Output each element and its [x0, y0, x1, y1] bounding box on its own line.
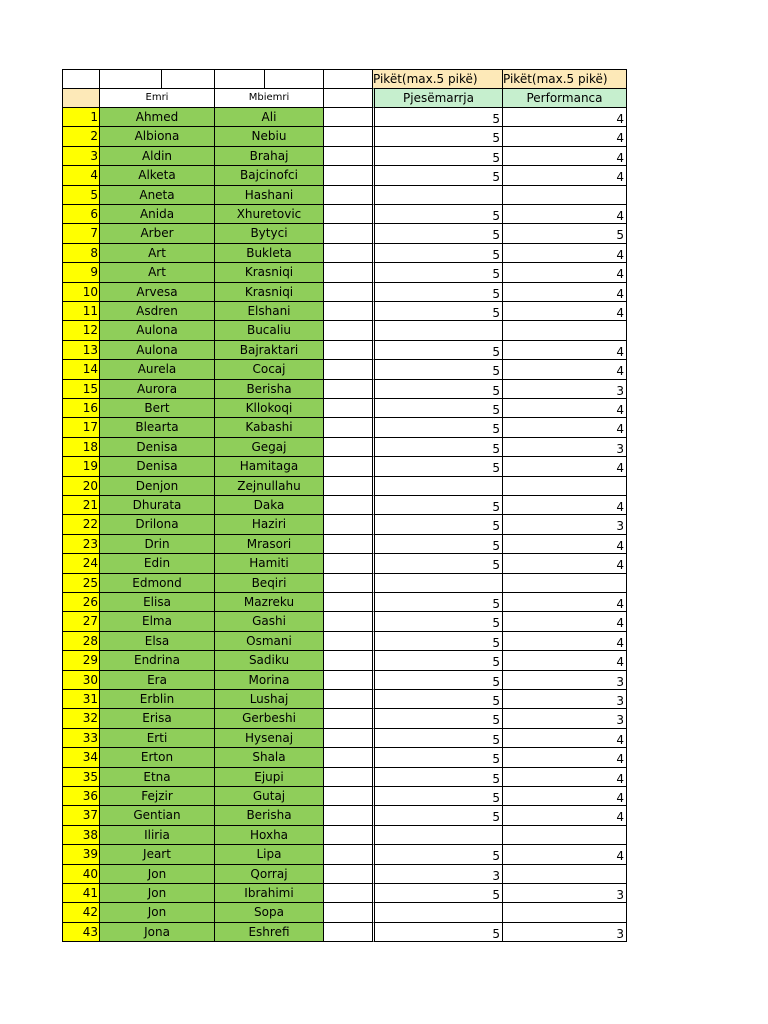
- pjesemarrja-cell[interactable]: 5: [372, 243, 502, 263]
- row-number-cell[interactable]: 7: [62, 223, 99, 243]
- empty-cell[interactable]: [323, 301, 372, 321]
- row-number-cell[interactable]: 39: [62, 844, 99, 864]
- row-number-cell[interactable]: 36: [62, 786, 99, 806]
- performanca-cell[interactable]: 4: [502, 767, 627, 787]
- pjesemarrja-cell[interactable]: 5: [372, 146, 502, 166]
- first-name-cell[interactable]: Elsa: [99, 631, 214, 651]
- last-name-cell[interactable]: Gegaj: [214, 437, 323, 457]
- performanca-cell[interactable]: [502, 825, 627, 845]
- pjesemarrja-cell[interactable]: [372, 825, 502, 845]
- row-number-cell[interactable]: 32: [62, 708, 99, 728]
- empty-cell[interactable]: [323, 223, 372, 243]
- empty-cell[interactable]: [323, 747, 372, 767]
- pjesemarrja-cell[interactable]: 5: [372, 592, 502, 612]
- last-name-cell[interactable]: Hamitaga: [214, 456, 323, 476]
- performanca-cell[interactable]: 4: [502, 495, 627, 515]
- row-number-cell[interactable]: 27: [62, 611, 99, 631]
- last-name-cell[interactable]: Eshrefi: [214, 922, 323, 942]
- last-name-cell[interactable]: Elshani: [214, 301, 323, 321]
- column-header-performanca[interactable]: Performanca: [502, 88, 627, 107]
- first-name-cell[interactable]: Aulona: [99, 320, 214, 340]
- last-name-cell[interactable]: Mazreku: [214, 592, 323, 612]
- empty-cell[interactable]: [323, 534, 372, 554]
- row-number-cell[interactable]: 11: [62, 301, 99, 321]
- empty-cell[interactable]: [323, 689, 372, 709]
- first-name-cell[interactable]: Denjon: [99, 476, 214, 496]
- last-name-cell[interactable]: Hoxha: [214, 825, 323, 845]
- first-name-cell[interactable]: Elisa: [99, 592, 214, 612]
- row-number-cell[interactable]: 12: [62, 320, 99, 340]
- performanca-cell[interactable]: 4: [502, 728, 627, 748]
- first-name-cell[interactable]: Erblin: [99, 689, 214, 709]
- last-name-cell[interactable]: Xhuretovic: [214, 204, 323, 224]
- row-number-cell[interactable]: 40: [62, 864, 99, 884]
- performanca-cell[interactable]: 3: [502, 689, 627, 709]
- last-name-cell[interactable]: Sadiku: [214, 650, 323, 670]
- empty-cell[interactable]: [323, 922, 372, 942]
- row-number-cell[interactable]: 35: [62, 767, 99, 787]
- performanca-cell[interactable]: [502, 573, 627, 593]
- pjesemarrja-cell[interactable]: 5: [372, 670, 502, 690]
- first-name-cell[interactable]: Dhurata: [99, 495, 214, 515]
- empty-cell[interactable]: [323, 476, 372, 496]
- first-name-cell[interactable]: Jon: [99, 883, 214, 903]
- row-number-cell[interactable]: 19: [62, 456, 99, 476]
- row-number-cell[interactable]: 37: [62, 805, 99, 825]
- empty-cell[interactable]: [323, 437, 372, 457]
- empty-cell[interactable]: [323, 243, 372, 263]
- header-blank-cell[interactable]: [62, 69, 99, 88]
- row-number-cell[interactable]: 2: [62, 126, 99, 146]
- pjesemarrja-cell[interactable]: 5: [372, 126, 502, 146]
- first-name-cell[interactable]: Jon: [99, 902, 214, 922]
- first-name-cell[interactable]: Elma: [99, 611, 214, 631]
- header-corner-cell[interactable]: [62, 88, 99, 107]
- performanca-cell[interactable]: 4: [502, 282, 627, 302]
- pjesemarrja-cell[interactable]: 5: [372, 262, 502, 282]
- row-number-cell[interactable]: 31: [62, 689, 99, 709]
- empty-cell[interactable]: [323, 825, 372, 845]
- pjesemarrja-cell[interactable]: 5: [372, 437, 502, 457]
- last-name-cell[interactable]: Kllokoqi: [214, 398, 323, 418]
- empty-cell[interactable]: [323, 786, 372, 806]
- empty-cell[interactable]: [323, 805, 372, 825]
- performanca-cell[interactable]: 4: [502, 631, 627, 651]
- last-name-cell[interactable]: Bytyci: [214, 223, 323, 243]
- performanca-cell[interactable]: 4: [502, 165, 627, 185]
- empty-cell[interactable]: [323, 417, 372, 437]
- performanca-cell[interactable]: 4: [502, 243, 627, 263]
- performanca-cell[interactable]: 3: [502, 708, 627, 728]
- last-name-cell[interactable]: Shala: [214, 747, 323, 767]
- last-name-cell[interactable]: Bucaliu: [214, 320, 323, 340]
- pjesemarrja-cell[interactable]: 5: [372, 883, 502, 903]
- pjesemarrja-cell[interactable]: [372, 902, 502, 922]
- row-number-cell[interactable]: 10: [62, 282, 99, 302]
- empty-cell[interactable]: [323, 902, 372, 922]
- pjesemarrja-cell[interactable]: [372, 573, 502, 593]
- pjesemarrja-cell[interactable]: 5: [372, 728, 502, 748]
- row-number-cell[interactable]: 33: [62, 728, 99, 748]
- column-header-mbiemri[interactable]: Mbiemri: [214, 88, 323, 107]
- empty-cell[interactable]: [323, 456, 372, 476]
- performanca-cell[interactable]: 3: [502, 922, 627, 942]
- empty-cell[interactable]: [323, 495, 372, 515]
- performanca-cell[interactable]: [502, 320, 627, 340]
- last-name-cell[interactable]: Haziri: [214, 514, 323, 534]
- row-number-cell[interactable]: 34: [62, 747, 99, 767]
- row-number-cell[interactable]: 30: [62, 670, 99, 690]
- pjesemarrja-cell[interactable]: 5: [372, 107, 502, 127]
- empty-cell[interactable]: [323, 340, 372, 360]
- performanca-cell[interactable]: 3: [502, 379, 627, 399]
- first-name-cell[interactable]: Asdren: [99, 301, 214, 321]
- pjesemarrja-cell[interactable]: 5: [372, 534, 502, 554]
- last-name-cell[interactable]: Bajcinofci: [214, 165, 323, 185]
- empty-cell[interactable]: [323, 767, 372, 787]
- first-name-cell[interactable]: Denisa: [99, 456, 214, 476]
- empty-cell[interactable]: [323, 359, 372, 379]
- empty-cell[interactable]: [323, 514, 372, 534]
- performanca-cell[interactable]: 4: [502, 126, 627, 146]
- performanca-cell[interactable]: 4: [502, 592, 627, 612]
- row-number-cell[interactable]: 5: [62, 185, 99, 205]
- first-name-cell[interactable]: Jeart: [99, 844, 214, 864]
- empty-cell[interactable]: [323, 708, 372, 728]
- row-number-cell[interactable]: 28: [62, 631, 99, 651]
- empty-cell[interactable]: [323, 379, 372, 399]
- empty-cell[interactable]: [323, 126, 372, 146]
- first-name-cell[interactable]: Albiona: [99, 126, 214, 146]
- empty-cell[interactable]: [323, 883, 372, 903]
- performanca-cell[interactable]: 3: [502, 437, 627, 457]
- empty-cell[interactable]: [323, 185, 372, 205]
- performanca-cell[interactable]: 4: [502, 456, 627, 476]
- header-blank-cell[interactable]: [214, 69, 264, 88]
- row-number-cell[interactable]: 9: [62, 262, 99, 282]
- first-name-cell[interactable]: Jon: [99, 864, 214, 884]
- row-number-cell[interactable]: 14: [62, 359, 99, 379]
- header-blank-cell[interactable]: [264, 69, 323, 88]
- first-name-cell[interactable]: Aulona: [99, 340, 214, 360]
- row-number-cell[interactable]: 22: [62, 514, 99, 534]
- first-name-cell[interactable]: Etna: [99, 767, 214, 787]
- performanca-cell[interactable]: 4: [502, 844, 627, 864]
- first-name-cell[interactable]: Art: [99, 262, 214, 282]
- first-name-cell[interactable]: Ahmed: [99, 107, 214, 127]
- last-name-cell[interactable]: Lushaj: [214, 689, 323, 709]
- pjesemarrja-cell[interactable]: 5: [372, 282, 502, 302]
- last-name-cell[interactable]: Gutaj: [214, 786, 323, 806]
- last-name-cell[interactable]: Ali: [214, 107, 323, 127]
- pjesemarrja-cell[interactable]: [372, 320, 502, 340]
- first-name-cell[interactable]: Iliria: [99, 825, 214, 845]
- performanca-cell[interactable]: 4: [502, 262, 627, 282]
- row-number-cell[interactable]: 25: [62, 573, 99, 593]
- first-name-cell[interactable]: Drilona: [99, 514, 214, 534]
- first-name-cell[interactable]: Alketa: [99, 165, 214, 185]
- spreadsheet: [62, 69, 627, 942]
- row-number-cell[interactable]: 17: [62, 417, 99, 437]
- empty-cell[interactable]: [323, 611, 372, 631]
- first-name-cell[interactable]: Bert: [99, 398, 214, 418]
- performanca-cell[interactable]: 4: [502, 650, 627, 670]
- row-number-cell[interactable]: 43: [62, 922, 99, 942]
- pjesemarrja-cell[interactable]: 5: [372, 379, 502, 399]
- performanca-cell[interactable]: 4: [502, 204, 627, 224]
- row-number-cell[interactable]: 16: [62, 398, 99, 418]
- pjesemarrja-cell[interactable]: [372, 185, 502, 205]
- row-number-cell[interactable]: 24: [62, 553, 99, 573]
- performanca-cell[interactable]: 4: [502, 359, 627, 379]
- last-name-cell[interactable]: Zejnullahu: [214, 476, 323, 496]
- first-name-cell[interactable]: Endrina: [99, 650, 214, 670]
- pjesemarrja-cell[interactable]: 5: [372, 204, 502, 224]
- pjesemarrja-cell[interactable]: 5: [372, 514, 502, 534]
- last-name-cell[interactable]: Qorraj: [214, 864, 323, 884]
- performanca-cell[interactable]: 4: [502, 340, 627, 360]
- pjesemarrja-cell[interactable]: [372, 476, 502, 496]
- row-number-cell[interactable]: 20: [62, 476, 99, 496]
- first-name-cell[interactable]: Aldin: [99, 146, 214, 166]
- first-name-cell[interactable]: Edmond: [99, 573, 214, 593]
- row-number-cell[interactable]: 6: [62, 204, 99, 224]
- pjesemarrja-cell[interactable]: 5: [372, 553, 502, 573]
- last-name-cell[interactable]: Morina: [214, 670, 323, 690]
- row-number-cell[interactable]: 38: [62, 825, 99, 845]
- last-name-cell[interactable]: Gashi: [214, 611, 323, 631]
- last-name-cell[interactable]: Hysenaj: [214, 728, 323, 748]
- row-number-cell[interactable]: 4: [62, 165, 99, 185]
- performanca-cell[interactable]: 4: [502, 417, 627, 437]
- empty-cell[interactable]: [323, 728, 372, 748]
- first-name-cell[interactable]: Gentian: [99, 805, 214, 825]
- last-name-cell[interactable]: Hamiti: [214, 553, 323, 573]
- first-name-cell[interactable]: Erisa: [99, 708, 214, 728]
- pjesemarrja-cell[interactable]: 5: [372, 340, 502, 360]
- row-number-cell[interactable]: 23: [62, 534, 99, 554]
- first-name-cell[interactable]: Era: [99, 670, 214, 690]
- last-name-cell[interactable]: Krasniqi: [214, 262, 323, 282]
- last-name-cell[interactable]: Berisha: [214, 379, 323, 399]
- row-number-cell[interactable]: 42: [62, 902, 99, 922]
- empty-cell[interactable]: [323, 670, 372, 690]
- last-name-cell[interactable]: Cocaj: [214, 359, 323, 379]
- header-blank-cell[interactable]: [99, 69, 161, 88]
- pjesemarrja-cell[interactable]: 5: [372, 611, 502, 631]
- performanca-cell[interactable]: [502, 864, 627, 884]
- first-name-cell[interactable]: Art: [99, 243, 214, 263]
- first-name-cell[interactable]: Arber: [99, 223, 214, 243]
- header-blank-cell[interactable]: [323, 69, 372, 88]
- pjesemarrja-cell[interactable]: 5: [372, 650, 502, 670]
- performanca-cell[interactable]: 5: [502, 223, 627, 243]
- first-name-cell[interactable]: Aurora: [99, 379, 214, 399]
- row-number-cell[interactable]: 8: [62, 243, 99, 263]
- performanca-cell[interactable]: 4: [502, 534, 627, 554]
- pjesemarrja-cell[interactable]: 5: [372, 767, 502, 787]
- last-name-cell[interactable]: Berisha: [214, 805, 323, 825]
- performanca-cell[interactable]: [502, 185, 627, 205]
- header-blank-cell[interactable]: [161, 69, 214, 88]
- empty-cell[interactable]: [323, 650, 372, 670]
- row-number-cell[interactable]: 21: [62, 495, 99, 515]
- pjesemarrja-cell[interactable]: 5: [372, 805, 502, 825]
- last-name-cell[interactable]: Brahaj: [214, 146, 323, 166]
- first-name-cell[interactable]: Blearta: [99, 417, 214, 437]
- empty-cell[interactable]: [323, 553, 372, 573]
- last-name-cell[interactable]: Krasniqi: [214, 282, 323, 302]
- first-name-cell[interactable]: Fejzir: [99, 786, 214, 806]
- pjesemarrja-cell[interactable]: 5: [372, 631, 502, 651]
- empty-cell[interactable]: [323, 631, 372, 651]
- last-name-cell[interactable]: Sopa: [214, 902, 323, 922]
- performanca-cell[interactable]: 4: [502, 747, 627, 767]
- column-header-emri[interactable]: Emri: [99, 88, 214, 107]
- empty-cell[interactable]: [323, 320, 372, 340]
- row-number-cell[interactable]: 13: [62, 340, 99, 360]
- first-name-cell[interactable]: Denisa: [99, 437, 214, 457]
- last-name-cell[interactable]: Beqiri: [214, 573, 323, 593]
- row-number-cell[interactable]: 18: [62, 437, 99, 457]
- empty-cell[interactable]: [323, 204, 372, 224]
- last-name-cell[interactable]: Nebiu: [214, 126, 323, 146]
- column-header-pjesemarrja[interactable]: Pjesëmarrja: [372, 88, 502, 107]
- empty-cell[interactable]: [323, 573, 372, 593]
- points-header-2[interactable]: Pikët(max.5 pikë): [502, 69, 627, 88]
- pjesemarrja-cell[interactable]: 5: [372, 165, 502, 185]
- last-name-cell[interactable]: Hashani: [214, 185, 323, 205]
- pjesemarrja-cell[interactable]: 3: [372, 864, 502, 884]
- performanca-cell[interactable]: 4: [502, 805, 627, 825]
- last-name-cell[interactable]: Kabashi: [214, 417, 323, 437]
- performanca-cell[interactable]: 4: [502, 611, 627, 631]
- performanca-cell[interactable]: 3: [502, 670, 627, 690]
- first-name-cell[interactable]: Arvesa: [99, 282, 214, 302]
- empty-cell[interactable]: [323, 146, 372, 166]
- row-number-cell[interactable]: 41: [62, 883, 99, 903]
- empty-cell[interactable]: [323, 398, 372, 418]
- performanca-cell[interactable]: [502, 476, 627, 496]
- last-name-cell[interactable]: Mrasori: [214, 534, 323, 554]
- performanca-cell[interactable]: 4: [502, 107, 627, 127]
- pjesemarrja-cell[interactable]: 5: [372, 417, 502, 437]
- pjesemarrja-cell[interactable]: 5: [372, 456, 502, 476]
- performanca-cell[interactable]: 4: [502, 786, 627, 806]
- row-number-cell[interactable]: 29: [62, 650, 99, 670]
- performanca-cell[interactable]: [502, 902, 627, 922]
- last-name-cell[interactable]: Daka: [214, 495, 323, 515]
- last-name-cell[interactable]: Ejupi: [214, 767, 323, 787]
- empty-cell[interactable]: [323, 864, 372, 884]
- row-number-cell[interactable]: 1: [62, 107, 99, 127]
- pjesemarrja-cell[interactable]: 5: [372, 495, 502, 515]
- pjesemarrja-cell[interactable]: 5: [372, 786, 502, 806]
- empty-cell[interactable]: [323, 107, 372, 127]
- pjesemarrja-cell[interactable]: 5: [372, 708, 502, 728]
- pjesemarrja-cell[interactable]: 5: [372, 223, 502, 243]
- performanca-cell[interactable]: 4: [502, 146, 627, 166]
- performanca-cell[interactable]: 4: [502, 553, 627, 573]
- points-header-1[interactable]: Pikët(max.5 pikë): [372, 69, 502, 88]
- first-name-cell[interactable]: Erti: [99, 728, 214, 748]
- last-name-cell[interactable]: Lipa: [214, 844, 323, 864]
- performanca-cell[interactable]: 3: [502, 883, 627, 903]
- first-name-cell[interactable]: Aneta: [99, 185, 214, 205]
- row-number-cell[interactable]: 26: [62, 592, 99, 612]
- row-number-cell[interactable]: 3: [62, 146, 99, 166]
- empty-cell[interactable]: [323, 282, 372, 302]
- empty-cell[interactable]: [323, 165, 372, 185]
- last-name-cell[interactable]: Osmani: [214, 631, 323, 651]
- first-name-cell[interactable]: Drin: [99, 534, 214, 554]
- first-name-cell[interactable]: Aurela: [99, 359, 214, 379]
- pjesemarrja-cell[interactable]: 5: [372, 922, 502, 942]
- pjesemarrja-cell[interactable]: 5: [372, 689, 502, 709]
- row-number-cell[interactable]: 15: [62, 379, 99, 399]
- pjesemarrja-cell[interactable]: 5: [372, 301, 502, 321]
- empty-cell[interactable]: [323, 592, 372, 612]
- first-name-cell[interactable]: Jona: [99, 922, 214, 942]
- first-name-cell[interactable]: Edin: [99, 553, 214, 573]
- pjesemarrja-cell[interactable]: 5: [372, 747, 502, 767]
- pjesemarrja-cell[interactable]: 5: [372, 844, 502, 864]
- pjesemarrja-cell[interactable]: 5: [372, 398, 502, 418]
- pjesemarrja-cell[interactable]: 5: [372, 359, 502, 379]
- first-name-cell[interactable]: Erton: [99, 747, 214, 767]
- empty-cell[interactable]: [323, 262, 372, 282]
- performanca-cell[interactable]: 4: [502, 301, 627, 321]
- last-name-cell[interactable]: Bukleta: [214, 243, 323, 263]
- last-name-cell[interactable]: Ibrahimi: [214, 883, 323, 903]
- performanca-cell[interactable]: 3: [502, 514, 627, 534]
- header-blank-cell[interactable]: [323, 88, 372, 107]
- performanca-cell[interactable]: 4: [502, 398, 627, 418]
- last-name-cell[interactable]: Bajraktari: [214, 340, 323, 360]
- last-name-cell[interactable]: Gerbeshi: [214, 708, 323, 728]
- empty-cell[interactable]: [323, 844, 372, 864]
- first-name-cell[interactable]: Anida: [99, 204, 214, 224]
